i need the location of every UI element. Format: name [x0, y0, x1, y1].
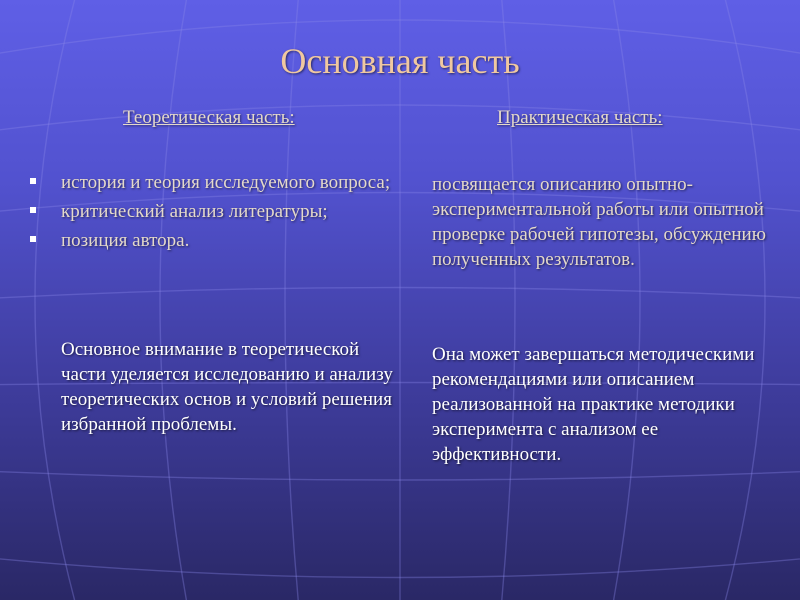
bullet-text: критический анализ литературы;: [61, 201, 328, 222]
square-bullet-icon: [30, 178, 36, 184]
theoretical-part-bullet-list: [28, 170, 408, 257]
slide-title: Основная часть: [280, 41, 520, 81]
theoretical-part-paragraph: Основное внимание в теоретической части уделяется исследованию и анализу теоретических основ и условий решения избранной проблемы.: [61, 339, 393, 435]
theoretical-part-header: Теоретическая часть:: [123, 107, 295, 128]
bullet-item: [28, 170, 408, 195]
bullet-item: [28, 199, 408, 224]
bullet-text: позиция автора.: [61, 230, 190, 251]
bullet-text: история и теория исследуемого вопроса;: [61, 172, 391, 193]
square-bullet-icon: [30, 207, 36, 213]
bullet-item: [28, 228, 408, 253]
practical-part-description: посвящается описанию опытно-экспериментальной работы или опытной проверке рабочей гипотезы, обсуждению полученных результатов.: [432, 174, 766, 270]
practical-part-conclusion: Она может завершаться методическими рекомендациями или описанием реализованной на практике методики эксперимента с анализом ее эффективности.: [432, 344, 755, 465]
practical-part-header: Практическая часть:: [497, 107, 663, 128]
square-bullet-icon: [30, 236, 36, 242]
